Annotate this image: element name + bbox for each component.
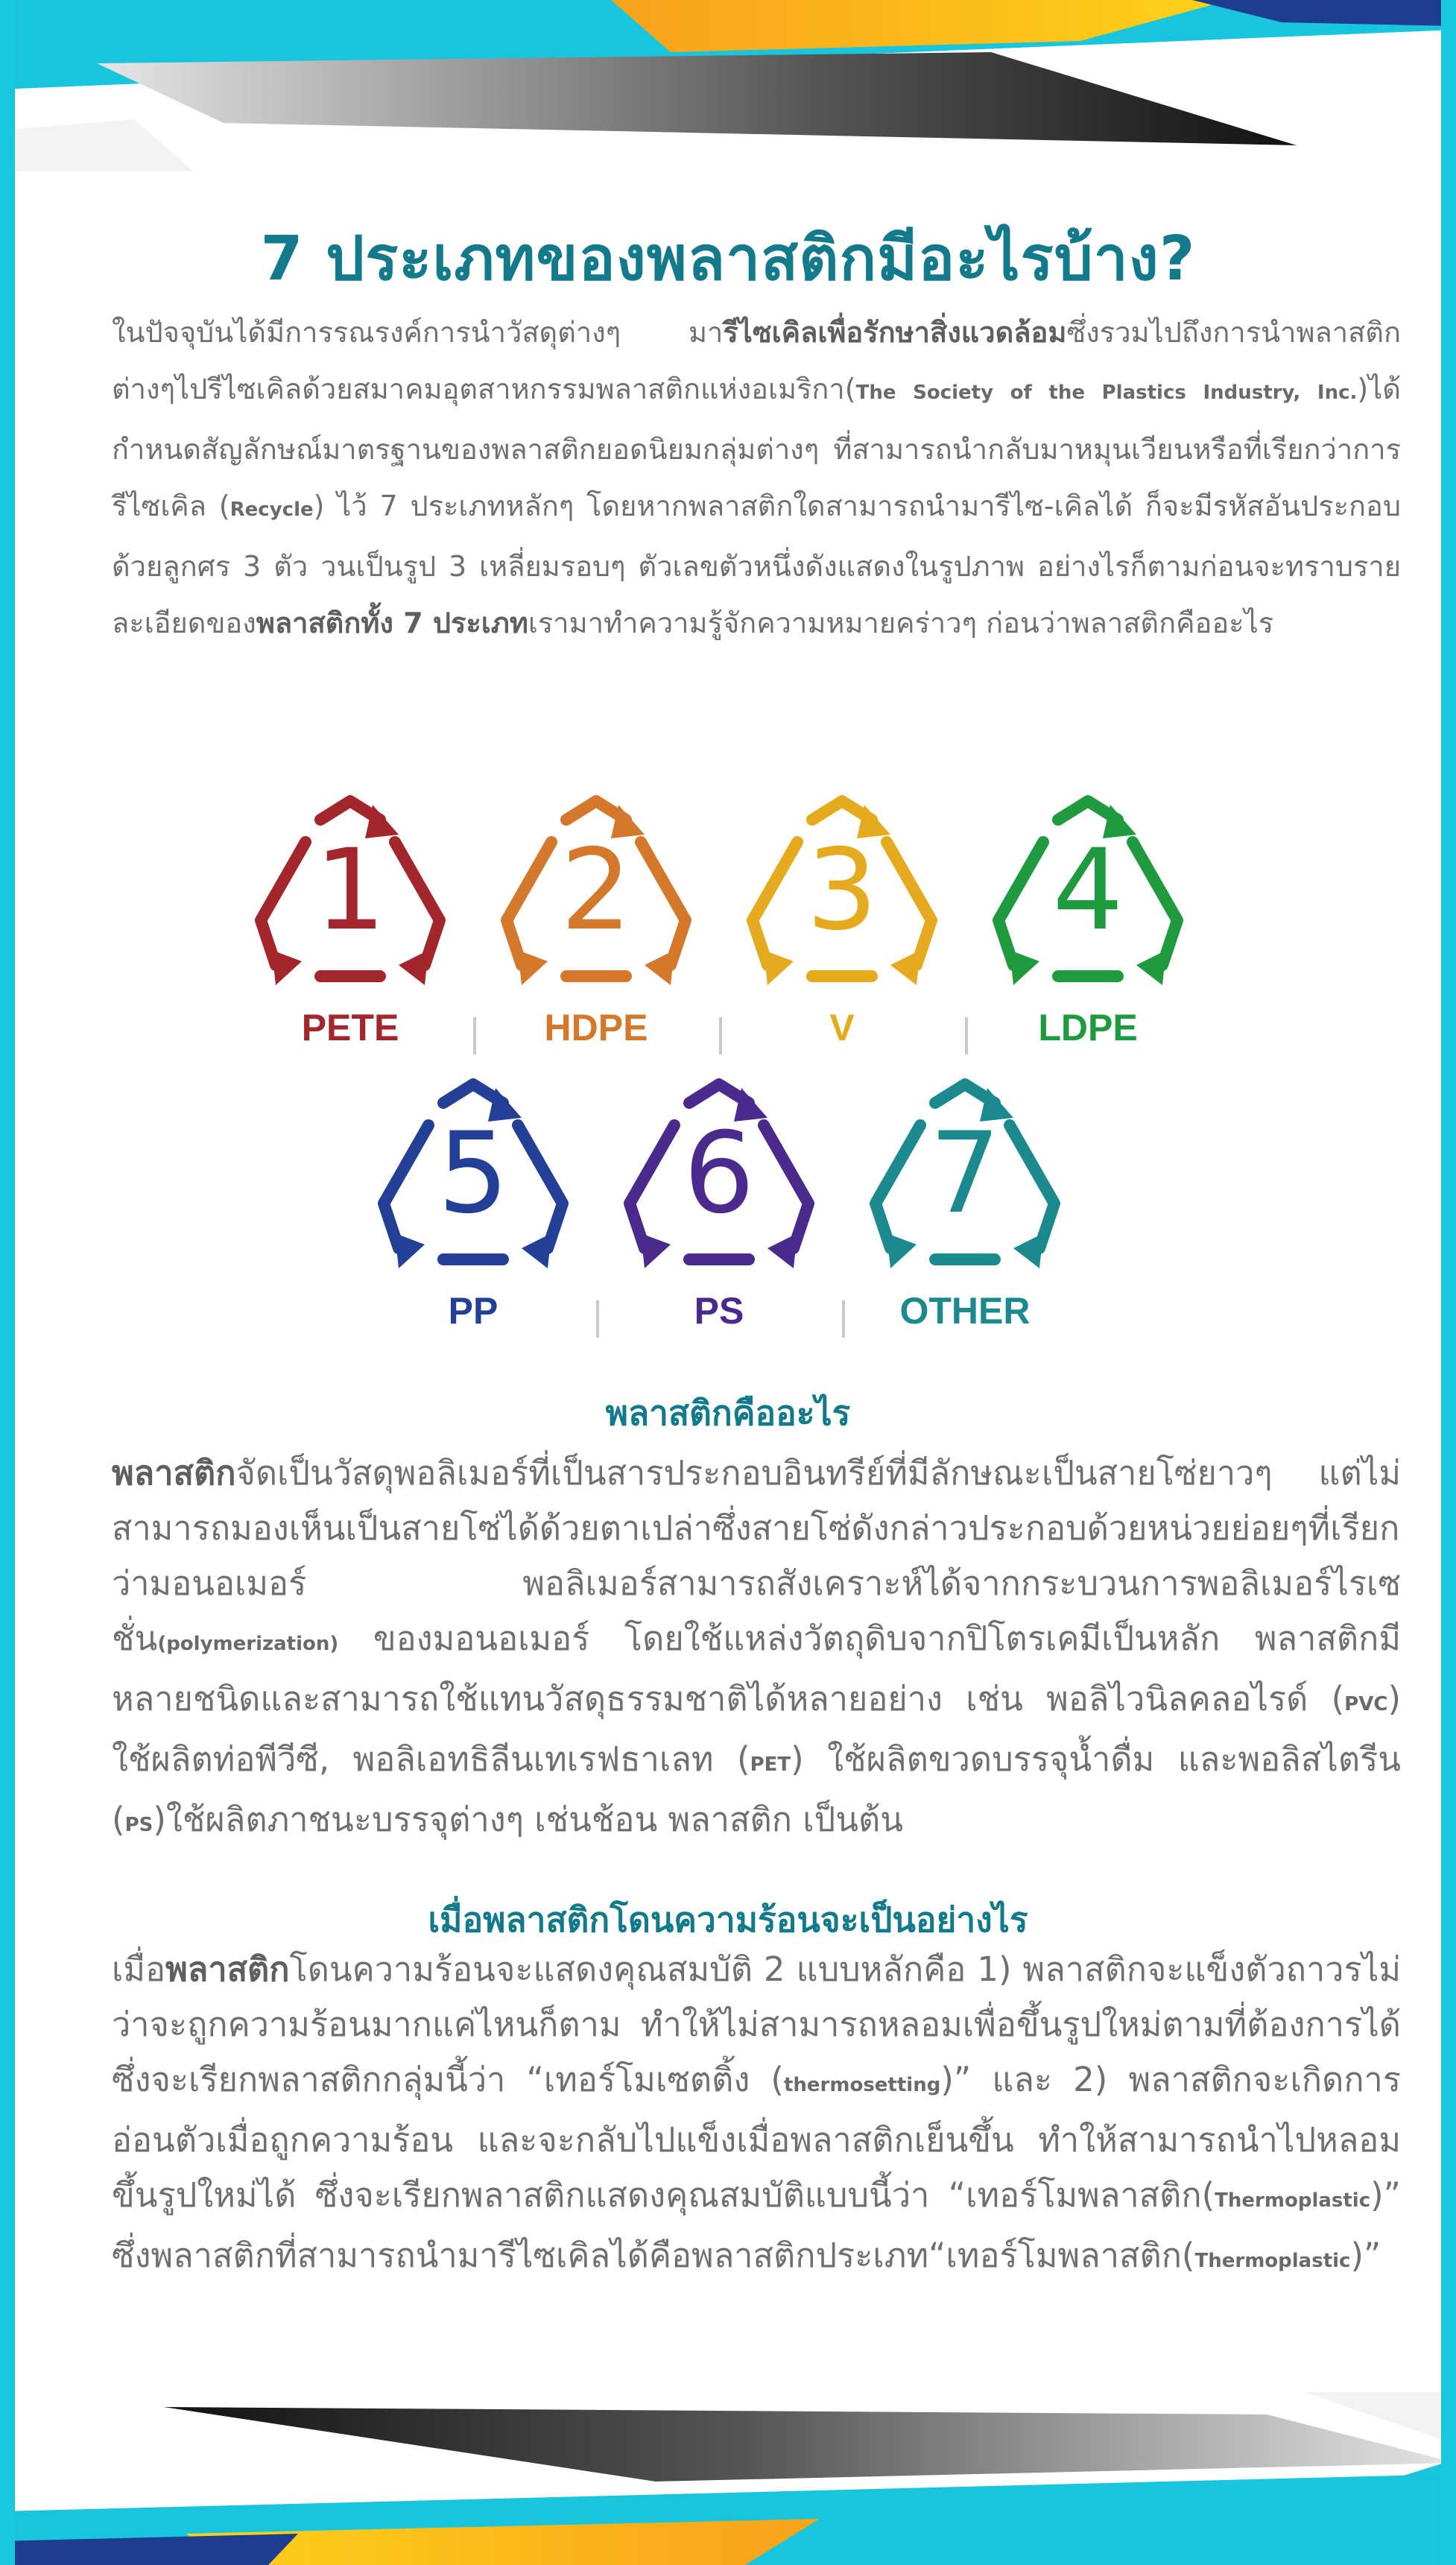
symbol-divider — [842, 1300, 845, 1338]
right-border — [1441, 0, 1456, 2565]
recycle-code-number: 6 — [683, 1109, 755, 1239]
symbol-divider — [965, 1017, 968, 1054]
recycle-code-label: PETE — [301, 1007, 399, 1049]
section-heading-heat-effect: เมื่อพลาสติกโดนความร้อนจะเป็นอย่างไร — [428, 1900, 1028, 1940]
recycle-symbol-7 — [853, 1073, 1077, 1332]
bottom-banner-decoration — [0, 2392, 1456, 2565]
recycle-code-number: 2 — [560, 826, 632, 955]
left-border — [0, 0, 15, 2565]
recycle-symbol-5 — [361, 1073, 585, 1332]
recycle-code-label: OTHER — [899, 1290, 1031, 1332]
symbol-divider — [719, 1017, 722, 1054]
recycling-symbols — [238, 790, 1237, 1356]
symbol-divider — [473, 1017, 476, 1054]
symbol-divider — [596, 1300, 599, 1338]
top-banner-decoration — [0, 0, 1456, 171]
section-heading-what-is-plastic: พลาสติกคืออะไร — [605, 1393, 851, 1433]
recycle-code-label: PS — [694, 1290, 744, 1332]
what-is-plastic-paragraph: พลาสติกจัดเป็นวัสดุพอลิเมอร์ที่เป็นสารประกอบอินทรีย์ที่มีลักษณะเป็นสายโซ่ยาวๆ แต่ไม่สามารถมองเห็นเป็นสายโซ่ได้ด้วยตาเปล่าซึ่งสายโซ่ดังกล่าวประกอบด้วยหน่วยย่อยๆที่เรียกว่ามอนอเมอร์ พอลิเมอร์สามารถสังเคราะห์ได้จากกระบวนการพอลิเมอร์ไรเซชั่น(polymerization) ของมอนอเมอร์ โดยใช้แหล่งวัตถุดิบจากปิโตรเคมีเป็นหลัก พลาสติกมีหลายชนิดและสามารถใช้แทนวัสดุธรรมชาติได้หลายอย่าง เช่น พอลิไวนิลคลอไรด์ (PVC) ใช้ผลิตท่อพีวีซี, พอลิเอทธิลีนเทเรฟธาเลท (PET) ใช้ผลิตขวดบรรจุน้ำดื่ม และพอลิสไตรีน (PS)ใช้ผลิตภาชนะบรรจุต่างๆ เช่นช้อน พลาสติก เป็นต้น — [112, 1453, 1402, 1839]
recycle-code-label: HDPE — [544, 1007, 648, 1049]
page-title: 7 ประเภทของพลาสติกมีอะไรบ้าง? — [260, 224, 1196, 294]
recycle-symbol-3 — [730, 790, 954, 1049]
recycle-symbol-2 — [484, 790, 708, 1049]
intro-paragraph: ในปัจจุบันได้มีการรณรงค์การนำวัสดุต่างๆ มารีไซเคิลเพื่อรักษาสิ่งแวดล้อมซึ่งรวมไปถึงการนำพลาสติกต่างๆไปรีไซเคิลด้วยสมาคมอุตสาหกรรมพลาสติกแห่งอเมริกา(The Society of the Plastics Industry, Inc.)ได้กำหนดสัญลักษณ์มาตรฐานของพลาสติกยอดนิยมกลุ่มต่างๆ ที่สามารถนำกลับมาหมุนเวียนหรือที่เรียกว่าการรีไซเคิล (Recycle) ไว้ 7 ประเภทหลักๆ โดยหากพลาสติกใดสามารถนำมารีไซ-เคิลได้ ก็จะมีรหัสอันประกอบด้วยลูกศร 3 ตัว วนเป็นรูป 3 เหลี่ยมรอบๆ ตัวเลขตัวหนึ่งดังแสดงในรูปภาพ อย่างไรก็ตามก่อนจะทราบรายละเอียดของพลาสติกทั้ง 7 ประเภทเรามาทำความรู้จักความหมายคร่าวๆ ก่อนว่าพลาสติกคืออะไร — [112, 316, 1401, 639]
recycle-code-number: 3 — [806, 826, 878, 955]
recycle-code-number: 5 — [437, 1109, 509, 1239]
recycle-code-label: LDPE — [1038, 1007, 1138, 1049]
recycle-code-label: PP — [448, 1290, 498, 1332]
recycle-code-number: 1 — [314, 826, 386, 955]
recycle-symbol-1 — [238, 790, 462, 1049]
heat-effect-paragraph: เมื่อพลาสติกโดนความร้อนจะแสดงคุณสมบัติ 2 แบบหลักคือ 1) พลาสติกจะแข็งตัวถาวรไม่ว่าจะถูกความร้อนมากแค่ไหนก็ตาม ทำให้ไม่สามารถหลอมเพื่อขึ้นรูปใหม่ตามที่ต้องการได้ ซึ่งจะเรียกพลาสติกกลุ่มนี้ว่า “เทอร์โมเซตติ้ง (thermosetting)” และ 2) พลาสติกจะเกิดการอ่อนตัวเมื่อถูกความร้อน และจะกลับไปแข็งเมื่อพลาสติกเย็นขึ้น ทำให้สามารถนำไปหลอมขึ้นรูปใหม่ได้ ซึ่งจะเรียกพลาสติกแสดงคุณสมบัติแบบนี้ว่า “เทอร์โมพลาสติก(Thermoplastic)” ซึ่งพลาสติกที่สามารถนำมารีไซเคิลได้คือพลาสติกประเภท“เทอร์โมพลาสติก(Thermoplastic)” — [112, 1949, 1401, 2275]
recycle-code-number: 4 — [1052, 826, 1124, 955]
recycle-code-label: V — [829, 1007, 855, 1049]
recycle-symbol-4 — [976, 790, 1200, 1049]
recycle-symbol-6 — [607, 1073, 831, 1332]
recycle-code-number: 7 — [929, 1109, 1001, 1239]
